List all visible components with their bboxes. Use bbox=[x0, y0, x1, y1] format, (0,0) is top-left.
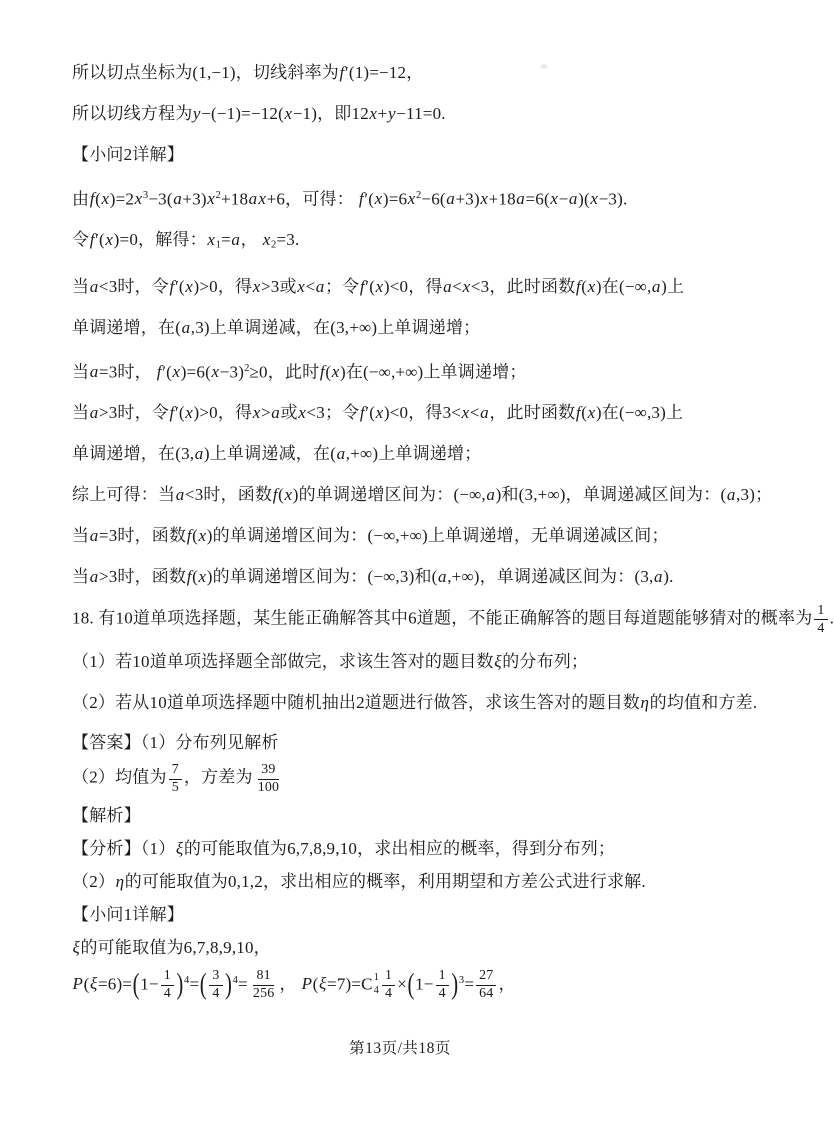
xi-values: ξ的可能取值为6,7,8,9,10， bbox=[72, 937, 271, 957]
analysis-part2: （2）η的可能取值为0,1,2，求出相应的概率，利用期望和方差公式进行求解. bbox=[72, 871, 646, 891]
problem-18-part2: （2）若从10道单项选择题中随机抽出2道题进行做答，求该生答对的题目数η的均值和方差. bbox=[72, 693, 758, 713]
page-footer: 第13页/共18页 bbox=[349, 1040, 451, 1057]
summary-a-gt-3: 当a>3时，函数f(x)的单调递增区间为：(−∞,3)和(a,+∞)，单调递减区间为：(3,a). bbox=[72, 567, 674, 587]
document-body bbox=[72, 58, 834, 1008]
tangent-equation: 所以切线方程为y−(−1)=−12(x−1)，即12x+y−11=0. bbox=[72, 104, 446, 123]
problem-18-part1: （1）若10道单项选择题全部做完，求该生答对的题目数ξ的分布列； bbox=[72, 652, 589, 672]
analysis-part1: 【分析】（1）ξ的可能取值为6,7,8,9,10，求出相应的概率，得到分布列； bbox=[72, 838, 616, 858]
answer-part2: （2）均值为 $\frac{7}{5}$ ，方差为 $\frac{39}{100}$ bbox=[72, 762, 280, 796]
answer-part1: 【答案】（1）分布列见解析 bbox=[72, 733, 279, 753]
probability-formulas: P(ξ=6)=(1− $\frac{1}{4}$ )$^4$=( $\frac{3}{4}$ )$^4$= $\frac{81}{256}$ ， P(ξ=7)=C 1 4 $\frac{1}{4}$ ×(1− $\frac{1}{4}$ )$^3$= $\frac{27}{64}$ ， bbox=[72, 968, 516, 1002]
critical-points: 令f′(x)=0，解得：$x_1=a$， $x_2=3$. bbox=[72, 230, 300, 251]
case-a-gt-3-part2: 单调递增，在(3,a)上单调递减，在(a,+∞)上单调递增； bbox=[72, 444, 482, 464]
problem-18: 18. 有10道单项选择题，某生能正确解答其中6道题，不能正确解答的题目每道题能够猜对的概率为 $\frac{1}{4}$ . bbox=[72, 603, 834, 636]
summary-a-eq-3: 当a=3时，函数f(x)的单调递增区间为：(−∞,+∞)上单调递增，无单调递减区间； bbox=[72, 526, 669, 546]
summary-a-lt-3: 综上可得：当a<3时，函数f(x)的单调递增区间为：(−∞,a)和(3,+∞)，单调递减区间为：(a,3)； bbox=[72, 485, 773, 505]
subq2-heading: 【小问2详解】 bbox=[72, 145, 184, 164]
derivative-expansion: 由$f(x)=2x^3-3(a+3)x^2+18ax+6$，可得： $f'(x)=6x^2-6(a+3)x+18a=6(x-a)(x-3)$. bbox=[72, 189, 628, 209]
case-a-lt-3-part1: 当a<3时，令f′(x)>0，得x>3或x<a；令f′(x)<0，得a<x<3，此时函数f(x)在(−∞,a)上 bbox=[72, 276, 685, 296]
case-a-gt-3-part1: 当a>3时，令f′(x)>0，得x>a或x<3；令f′(x)<0，得3<x<a，此时函数f(x)在(−∞,3)上 bbox=[72, 403, 684, 423]
case-a-lt-3-part2: 单调递增，在(a,3)上单调递减，在(3,+∞)上单调递增； bbox=[72, 317, 481, 337]
tangent-point-slope: 所以切点坐标为(1,−1)，切线斜率为f′(1)=−12， bbox=[72, 63, 424, 82]
jiexi-heading: 【解析】 bbox=[72, 805, 141, 825]
subq1-heading: 【小问1详解】 bbox=[72, 904, 184, 924]
case-a-eq-3: 当a=3时， $f'(x)=6(x-3)^2\ge 0$，此时f(x)在(−∞,+∞)上单调递增； bbox=[72, 362, 527, 382]
